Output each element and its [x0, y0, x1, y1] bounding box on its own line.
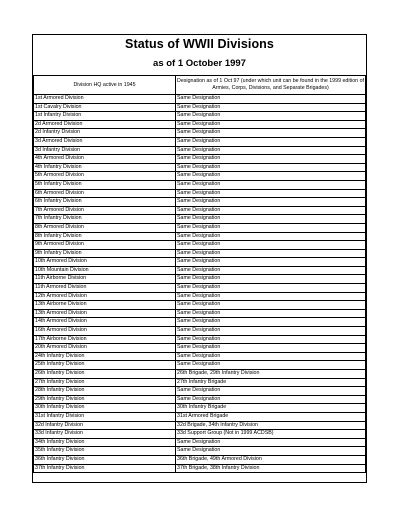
division-cell: 4th Armored Division	[34, 155, 176, 164]
division-cell: 2d Infantry Division	[34, 129, 176, 138]
division-cell: 33d Infantry Division	[34, 430, 176, 439]
designation-cell: Same Designation	[176, 447, 366, 456]
designation-cell: Same Designation	[176, 275, 366, 284]
division-cell: 5th Infantry Division	[34, 180, 176, 189]
table-row	[34, 395, 366, 404]
designation-cell: Same Designation	[176, 206, 366, 215]
division-cell: 16th Armored Division	[34, 327, 176, 336]
table-row	[34, 309, 366, 318]
table-row	[34, 172, 366, 181]
table-row	[34, 455, 366, 464]
table-row	[34, 95, 366, 104]
division-cell: 1st Cavalry Division	[34, 103, 176, 112]
document-frame	[32, 34, 367, 483]
table-row	[34, 103, 366, 112]
table-row	[34, 163, 366, 172]
division-cell: 31st Infantry Division	[34, 412, 176, 421]
division-cell: 35th Infantry Division	[34, 447, 176, 456]
designation-cell: 33d Support Group (Not in 1999 ACDSB)	[176, 430, 366, 439]
table-row	[34, 223, 366, 232]
division-cell: 32d Infantry Division	[34, 421, 176, 430]
table-row	[34, 112, 366, 121]
division-cell: 10th Armored Division	[34, 258, 176, 267]
table-row	[34, 327, 366, 336]
column-header-division: Division HQ active in 1945	[34, 76, 176, 95]
designation-cell: Same Designation	[176, 438, 366, 447]
designation-cell: Same Designation	[176, 309, 366, 318]
division-cell: 29th Infantry Division	[34, 395, 176, 404]
table-body	[34, 95, 366, 473]
designation-cell: Same Designation	[176, 223, 366, 232]
division-cell: 3d Infantry Division	[34, 146, 176, 155]
division-cell: 3d Armored Division	[34, 137, 176, 146]
division-cell: 7th Infantry Division	[34, 215, 176, 224]
division-cell: 13th Armored Division	[34, 309, 176, 318]
division-cell: 8th Armored Division	[34, 223, 176, 232]
table-row	[34, 137, 366, 146]
table-row	[34, 241, 366, 250]
table-row	[34, 198, 366, 207]
division-cell: 10th Mountain Division	[34, 266, 176, 275]
table-row	[34, 215, 366, 224]
division-cell: 36th Infantry Division	[34, 455, 176, 464]
division-cell: 14th Armored Division	[34, 318, 176, 327]
division-cell: 9th Armored Division	[34, 241, 176, 250]
designation-cell: 37th Brigade, 38th Infantry Division	[176, 464, 366, 473]
table-row	[34, 412, 366, 421]
table-row	[34, 361, 366, 370]
designation-cell: Same Designation	[176, 292, 366, 301]
designation-cell: Same Designation	[176, 172, 366, 181]
table-row	[34, 438, 366, 447]
designation-cell: Same Designation	[176, 112, 366, 121]
table-row	[34, 249, 366, 258]
designation-cell: Same Designation	[176, 155, 366, 164]
division-cell: 17th Airborne Division	[34, 335, 176, 344]
division-cell: 1st Armored Division	[34, 95, 176, 104]
designation-cell: Same Designation	[176, 352, 366, 361]
designation-cell: 30th Infantry Brigade	[176, 404, 366, 413]
designation-cell: Same Designation	[176, 180, 366, 189]
division-cell: 28th Infantry Division	[34, 387, 176, 396]
designation-cell: Same Designation	[176, 335, 366, 344]
designation-cell: Same Designation	[176, 95, 366, 104]
table-row	[34, 180, 366, 189]
table-row	[34, 335, 366, 344]
division-cell: 11th Armored Division	[34, 284, 176, 293]
table-row	[34, 258, 366, 267]
table-row	[34, 120, 366, 129]
page-subtitle: as of 1 October 1997	[153, 58, 246, 69]
division-cell: 25th Infantry Division	[34, 361, 176, 370]
division-cell: 12th Armored Division	[34, 292, 176, 301]
designation-cell: 27th Infantry Brigade	[176, 378, 366, 387]
table-row	[34, 352, 366, 361]
designation-cell: Same Designation	[176, 301, 366, 310]
designation-cell: Same Designation	[176, 163, 366, 172]
designation-cell: Same Designation	[176, 189, 366, 198]
table-header-row	[34, 76, 366, 95]
division-cell: 8th Infantry Division	[34, 232, 176, 241]
table-row	[34, 301, 366, 310]
table-row	[34, 266, 366, 275]
table-row	[34, 232, 366, 241]
table-row	[34, 129, 366, 138]
division-cell: 2d Armored Division	[34, 120, 176, 129]
division-cell: 13th Airborne Division	[34, 301, 176, 310]
designation-cell: Same Designation	[176, 284, 366, 293]
table-row	[34, 447, 366, 456]
division-cell: 7th Armored Division	[34, 206, 176, 215]
division-cell: 6th Infantry Division	[34, 198, 176, 207]
designation-cell: Same Designation	[176, 344, 366, 353]
table-row	[34, 292, 366, 301]
table-row	[34, 284, 366, 293]
table-row	[34, 404, 366, 413]
designation-cell: Same Designation	[176, 241, 366, 250]
designation-cell: Same Designation	[176, 146, 366, 155]
table-row	[34, 146, 366, 155]
designation-cell: Same Designation	[176, 137, 366, 146]
designation-cell: Same Designation	[176, 327, 366, 336]
designation-cell: 31st Armored Brigade	[176, 412, 366, 421]
table-row	[34, 344, 366, 353]
designation-cell: Same Designation	[176, 232, 366, 241]
table-row	[34, 275, 366, 284]
division-cell: 34th Infantry Division	[34, 438, 176, 447]
designation-cell: 32d Brigade, 34th Infantry Division	[176, 421, 366, 430]
column-header-designation: Designation as of 1 Oct 97 (under which unit can be found in the 1999 edition of Armies, Corps, Divisions, and Separate Brigades)	[176, 76, 366, 95]
table-row	[34, 155, 366, 164]
designation-cell: Same Designation	[176, 395, 366, 404]
division-cell: 9th Infantry Division	[34, 249, 176, 258]
designation-cell: Same Designation	[176, 249, 366, 258]
designation-cell: Same Designation	[176, 129, 366, 138]
designation-cell: Same Designation	[176, 387, 366, 396]
designation-cell: 26th Brigade, 29th Infantry Division	[176, 370, 366, 379]
designation-cell: Same Designation	[176, 258, 366, 267]
division-cell: 24th Infantry Division	[34, 352, 176, 361]
table-row	[34, 370, 366, 379]
division-cell: 6th Armored Division	[34, 189, 176, 198]
designation-cell: Same Designation	[176, 361, 366, 370]
designation-cell: Same Designation	[176, 120, 366, 129]
table-row	[34, 378, 366, 387]
division-cell: 27th Infantry Division	[34, 378, 176, 387]
designation-cell: Same Designation	[176, 318, 366, 327]
table-row	[34, 189, 366, 198]
division-cell: 26th Infantry Division	[34, 370, 176, 379]
designation-cell: Same Designation	[176, 198, 366, 207]
divisions-table	[33, 75, 366, 473]
designation-cell: 36th Brigade, 49th Armored Division	[176, 455, 366, 464]
table-row	[34, 421, 366, 430]
table-row	[34, 318, 366, 327]
table-row	[34, 464, 366, 473]
designation-cell: Same Designation	[176, 266, 366, 275]
table-row	[34, 430, 366, 439]
designation-cell: Same Designation	[176, 215, 366, 224]
division-cell: 11th Airborne Division	[34, 275, 176, 284]
division-cell: 1st Infantry Division	[34, 112, 176, 121]
table-row	[34, 206, 366, 215]
designation-cell: Same Designation	[176, 103, 366, 112]
division-cell: 30th Infantry Division	[34, 404, 176, 413]
table-row	[34, 387, 366, 396]
division-cell: 5th Armored Division	[34, 172, 176, 181]
division-cell: 4th Infantry Division	[34, 163, 176, 172]
division-cell: 37th Infantry Division	[34, 464, 176, 473]
division-cell: 20th Armored Division	[34, 344, 176, 353]
page-title: Status of WWII Divisions	[125, 37, 274, 51]
